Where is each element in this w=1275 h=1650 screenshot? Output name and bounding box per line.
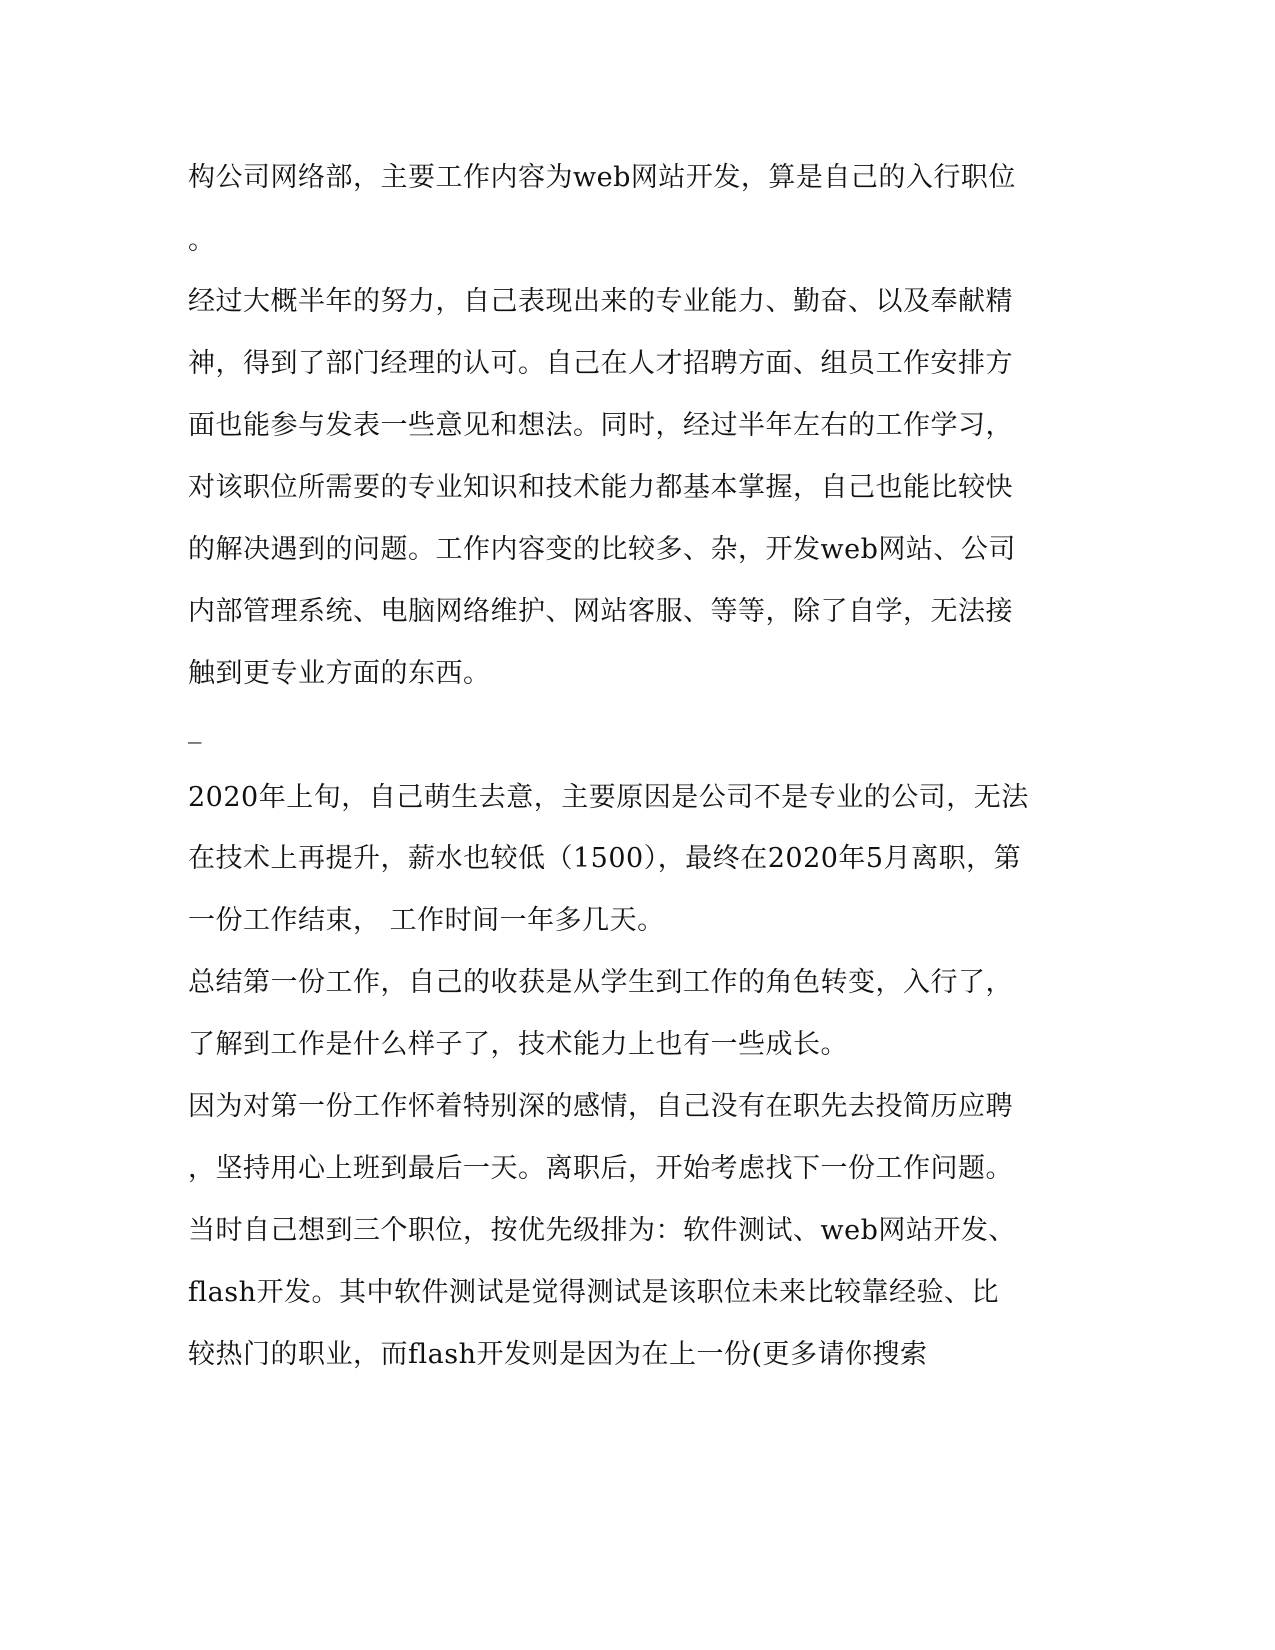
text-line: 在技术上再提升，薪水也较低（1500），最终在2020年5月离职，第 [188, 843, 1022, 874]
text-line: 2020年上旬，自己萌生去意，主要原因是公司不是专业的公司，无法 [188, 782, 1029, 813]
text-line: 较热门的职业，而flash开发则是因为在上一份(更多请你搜索 [188, 1339, 928, 1370]
text-line: flash开发。其中软件测试是觉得测试是该职位未来比较靠经验、比 [188, 1277, 999, 1308]
text-line: 了解到工作是什么样子了，技术能力上也有一些成长。 [188, 1029, 848, 1060]
text-line: 的解决遇到的问题。工作内容变的比较多、杂，开发web网站、公司 [188, 534, 1016, 565]
text-line: 。 [188, 225, 216, 256]
text-line: 当时自己想到三个职位，按优先级排为：软件测试、web网站开发、 [188, 1215, 1016, 1246]
text-line: 触到更专业方面的东西。 [188, 658, 491, 689]
text-line: ，坚持用心上班到最后一天。离职后，开始考虑找下一份工作问题。 [188, 1153, 1013, 1184]
text-line: 总结第一份工作，自己的收获是从学生到工作的角色转变，入行了， [188, 967, 1013, 998]
text-line: 经过大概半年的努力，自己表现出来的专业能力、勤奋、以及奉献精 [188, 286, 1013, 317]
text-line: 神，得到了部门经理的认可。自己在人才招聘方面、组员工作安排方 [188, 348, 1013, 379]
text-line: 对该职位所需要的专业知识和技术能力都基本掌握，自己也能比较快 [188, 472, 1013, 503]
text-line: _ [188, 713, 202, 744]
text-line: 一份工作结束， 工作时间一年多几天。 [188, 905, 665, 936]
text-line: 因为对第一份工作怀着特别深的感情，自己没有在职先去投简历应聘 [188, 1091, 1013, 1122]
text-line: 构公司网络部，主要工作内容为web网站开发，算是自己的入行职位 [188, 162, 1016, 193]
text-line: 面也能参与发表一些意见和想法。同时，经过半年左右的工作学习， [188, 410, 1013, 441]
text-line: 内部管理系统、电脑网络维护、网站客服、等等，除了自学，无法接 [188, 596, 1013, 627]
